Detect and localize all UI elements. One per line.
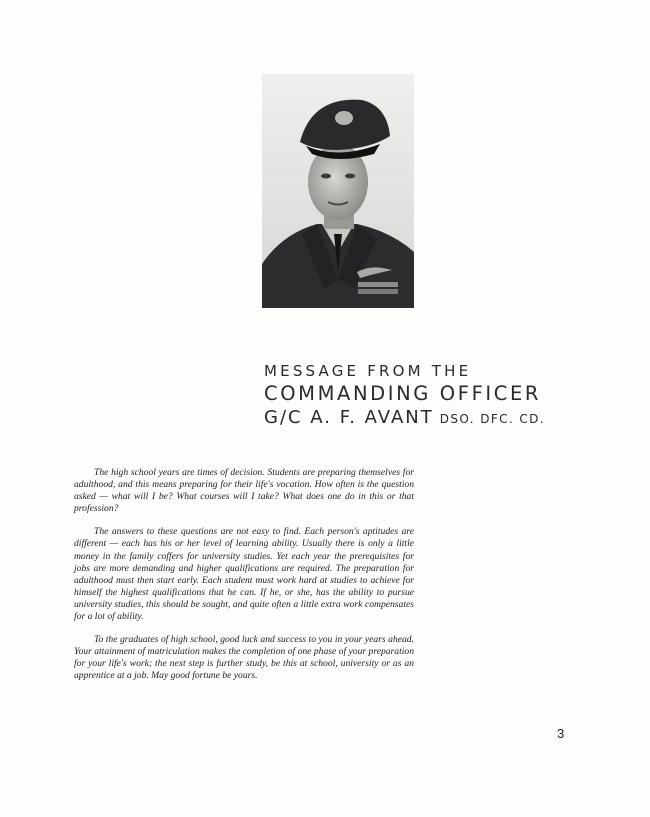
heading-line-1: MESSAGE FROM THE [264,362,472,380]
message-heading [264,360,604,431]
officer-name: G/C A. F. AVANT [264,407,434,428]
paragraph-1: The high school years are times of decision. Students are preparing themselves for adulthood, and this means preparing for their life's vocation. How often is the question asked — what will I be? What courses will I take? What does one do in this or that profession? [74,467,414,515]
message-body [74,467,414,694]
paragraph-2: The answers to these questions are not easy to find. Each person's aptitudes are different — each has his or her level of learning ability. Usually there is only a little money in the family coffers for university studies. Yet each year the prerequisites for jobs are more demanding and higher qualifications are required. The preparation for adulthood must then start early. Each student must work hard at studies to achieve for himself the highest qualifications that he can. If he, or she, has the ability to pursue university studies, this should be sought, and quite often a little extra work compensates for a lot of ability. [74,526,414,623]
heading-line-2: COMMANDING OFFICER [264,382,542,405]
portrait-photo [262,74,414,308]
officer-name-line [264,406,604,431]
paragraph-3: To the graduates of high school, good luck and success to you in your years ahead. Your attainment of matriculation makes the completion of one phase of your preparation for your life's work; the next step is further study, be this at school, university or as an apprentice at a job. May good fortune be yours. [74,634,414,682]
officer-decorations: DSO. DFC. CD. [439,412,545,426]
page-number: 3 [557,726,565,741]
